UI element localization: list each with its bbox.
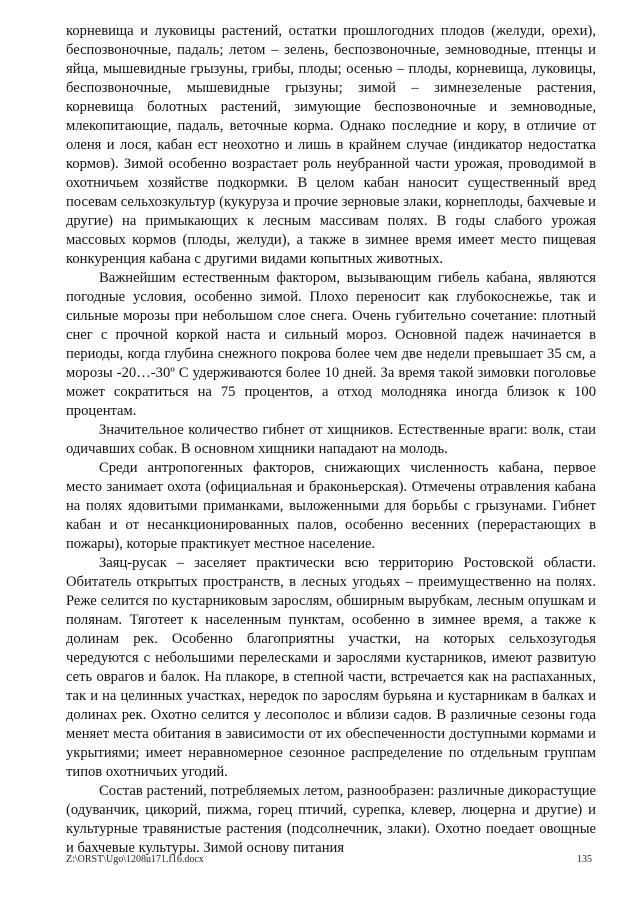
paragraph-boar-anthropogenic: Среди антропогенных факторов, снижающих численность кабана, первое место занимает охота (официальная и браконьерская). Отмечены отравления кабана на полях ядовитыми приманками, выложенными для борьбы с грызунами. Гибнет кабан и от несанкционированных палов, особенно весенних (перерастающих в пожары), которые практикует местное население. — [66, 460, 596, 552]
paragraph-boar-diet: корневища и луковицы растений, остатки прошлогодних плодов (желуди, орехи), беспозвоночные, падаль; летом – зелень, беспозвоночные, земноводные, птенцы и яйца, мышевидные грызуны, грибы, плоды; осенью – плоды, корневища, луковицы, беспозвоночные, мышевидные грызуны; зимой – зимнезеленые растения, корневища болотных растений, зимующие беспозвоночные и земноводные, млекопитающие, падаль, веточные корма. Однако последние и кору, в отличие от оленя и лося, кабан ест неохотно и лишь в крайнем случае (индикатор недостатка кормов). Зимой особенно возрастает роль неубранной части урожая, проводимой в охотничьем хозяйстве подкормки. В целом кабан наносит существенный вред посевам сельхозкультур (кукуруза и прочие зерновые злаки, корнеплоды, бахчевые и другие) на примыкающих к лесным массивам полях. В годы слабого урожая массовых кормов (плоды, желуди), а также в зимнее время имеет место пищевая конкуренция кабана с другими видами копытных животных. — [66, 23, 596, 267]
document-page — [66, 22, 596, 858]
footer-file-path: Z:\ORST\Ugo\1208u171.f16.docx — [66, 854, 204, 865]
paragraph-boar-predators: Значительное количество гибнет от хищников. Естественные враги: волк, стаи одичавших собак. В основном хищники нападают на молодь. — [66, 422, 596, 457]
footer-page-number: 135 — [577, 854, 592, 865]
paragraph-hare-diet: Состав растений, потребляемых летом, разнообразен: различные дикорастущие (одуванчик, цикорий, пижма, горец птичий, сурепка, клевер, люцерна и другие) и культурные травянистые растения (подсолнечник, злаки). Охотно поедает овощные и бахчевые культуры. Зимой основу питания — [66, 783, 596, 856]
paragraph-boar-weather: Важнейшим естественным фактором, вызывающим гибель кабана, являются погодные условия, особенно зимой. Плохо переносит как глубокоснежье, так и сильные морозы при небольшом слое снега. Очень губительно сочетание: плотный снег с прочной коркой наста и сильный мороз. Основной падеж начинается в периоды, когда глубина снежного покрова более чем две недели превышает 35 см, а морозы -20…-30º С удерживаются более 10 дней. За время такой зимовки поголовье может сократиться на 75 процентов, а отход молодняка иногда близок к 100 процентам. — [66, 270, 596, 419]
paragraph-hare-habitat: Заяц-русак – заселяет практически всю территорию Ростовской области. Обитатель открытых пространств, в лесных угодьях – преимущественно на полях. Реже селится по кустарниковым зарослям, обширным вырубкам, лесным опушкам и полянам. Тяготеет к населенным пунктам, особенно в зимнее время, а также к долинам рек. Особенно благоприятны участки, на которых сельхозугодья чередуются с небольшими перелесками и зарослями кустарников, имеют развитую сеть оврагов и балок. На плакоре, в степной части, встречается как на распаханных, так и на целинных участках, нередок по зарослям бурьяна и кустарникам в балках и долинах рек. Охотно селится у лесополос и вблизи садов. В различные сезоны года меняет места обитания в зависимости от их обеспеченности доступными кормами и укрытиями; имеет неравномерное сезонное распределение по отдельным группам типов охотничьих угодий. — [66, 555, 596, 780]
